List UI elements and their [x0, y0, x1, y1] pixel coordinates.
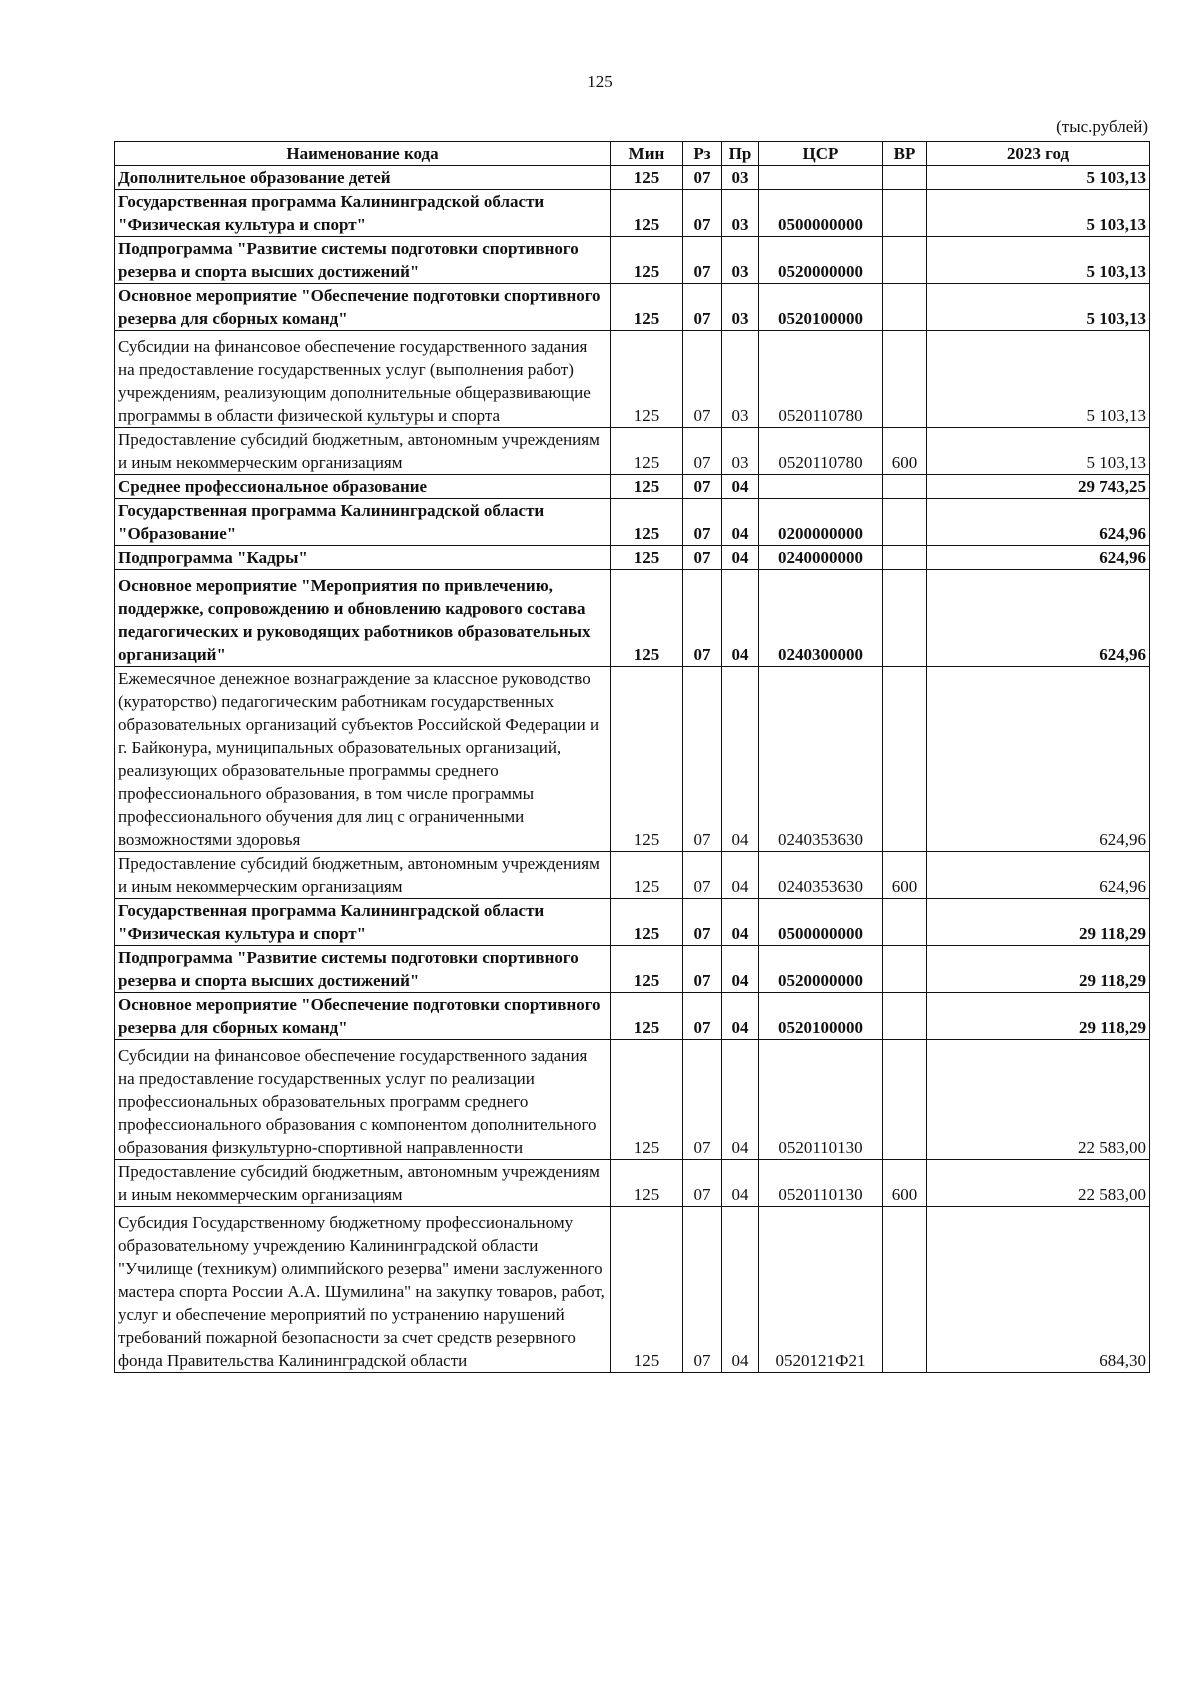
- cell-min: 125: [611, 499, 683, 546]
- cell-vr: 600: [883, 852, 927, 899]
- cell-name: Подпрограмма "Развитие системы подготовки спортивного резерва и спорта высших достижений": [115, 237, 611, 284]
- cell-csr: 0520110130: [759, 1040, 883, 1160]
- cell-csr: 0500000000: [759, 899, 883, 946]
- cell-vr: 600: [883, 1160, 927, 1207]
- table-row: [115, 475, 1150, 499]
- table-row: [115, 546, 1150, 570]
- cell-rz: 07: [683, 667, 722, 852]
- cell-name: Дополнительное образование детей: [115, 166, 611, 190]
- cell-name: Среднее профессиональное образование: [115, 475, 611, 499]
- cell-vr: [883, 284, 927, 331]
- cell-amount: 5 103,13: [927, 428, 1150, 475]
- table-row: [115, 284, 1150, 331]
- cell-name: Основное мероприятие "Мероприятия по привлечению, поддержке, сопровождению и обновлению кадрового состава педагогических и руководящих работников образовательных организаций": [115, 570, 611, 667]
- cell-amount: 624,96: [927, 667, 1150, 852]
- cell-min: 125: [611, 667, 683, 852]
- cell-vr: [883, 166, 927, 190]
- cell-min: 125: [611, 546, 683, 570]
- cell-min: 125: [611, 993, 683, 1040]
- cell-vr: [883, 667, 927, 852]
- cell-min: 125: [611, 166, 683, 190]
- header-name: Наименование кода: [115, 142, 611, 166]
- table-row: [115, 946, 1150, 993]
- cell-vr: [883, 546, 927, 570]
- cell-vr: [883, 331, 927, 428]
- cell-amount: 5 103,13: [927, 331, 1150, 428]
- table-row: [115, 667, 1150, 852]
- cell-vr: [883, 1040, 927, 1160]
- cell-rz: 07: [683, 1160, 722, 1207]
- cell-amount: 624,96: [927, 570, 1150, 667]
- cell-pr: 04: [722, 570, 759, 667]
- cell-amount: 29 118,29: [927, 946, 1150, 993]
- cell-pr: 03: [722, 331, 759, 428]
- table-row: [115, 190, 1150, 237]
- cell-min: 125: [611, 475, 683, 499]
- cell-rz: 07: [683, 190, 722, 237]
- cell-min: 125: [611, 852, 683, 899]
- cell-rz: 07: [683, 475, 722, 499]
- cell-rz: 07: [683, 899, 722, 946]
- cell-min: 125: [611, 428, 683, 475]
- cell-rz: 07: [683, 570, 722, 667]
- table-row: [115, 1040, 1150, 1160]
- cell-amount: 624,96: [927, 546, 1150, 570]
- cell-pr: 04: [722, 667, 759, 852]
- cell-min: 125: [611, 570, 683, 667]
- cell-min: 125: [611, 331, 683, 428]
- cell-csr: 0200000000: [759, 499, 883, 546]
- cell-rz: 07: [683, 237, 722, 284]
- page-number: 125: [587, 72, 613, 91]
- cell-rz: 07: [683, 852, 722, 899]
- table-row: [115, 237, 1150, 284]
- budget-table: [114, 141, 1150, 1373]
- cell-name: Государственная программа Калининградской области "Физическая культура и спорт": [115, 899, 611, 946]
- cell-csr: 0520121Ф21: [759, 1207, 883, 1373]
- header-min: Мин: [611, 142, 683, 166]
- header-csr: ЦСР: [759, 142, 883, 166]
- cell-vr: [883, 993, 927, 1040]
- table-row: [115, 428, 1150, 475]
- cell-name: Предоставление субсидий бюджетным, автономным учреждениям и иным некоммерческим организациям: [115, 1160, 611, 1207]
- table-row: [115, 993, 1150, 1040]
- cell-csr: 0240353630: [759, 852, 883, 899]
- cell-csr: [759, 166, 883, 190]
- cell-vr: [883, 475, 927, 499]
- cell-csr: 0520110130: [759, 1160, 883, 1207]
- cell-vr: 600: [883, 428, 927, 475]
- cell-csr: 0500000000: [759, 190, 883, 237]
- cell-rz: 07: [683, 331, 722, 428]
- cell-rz: 07: [683, 1040, 722, 1160]
- cell-min: 125: [611, 1160, 683, 1207]
- header-pr: Пр: [722, 142, 759, 166]
- cell-csr: 0520110780: [759, 331, 883, 428]
- cell-rz: 07: [683, 546, 722, 570]
- cell-rz: 07: [683, 284, 722, 331]
- cell-csr: 0240353630: [759, 667, 883, 852]
- cell-rz: 07: [683, 946, 722, 993]
- cell-vr: [883, 899, 927, 946]
- cell-name: Субсидия Государственному бюджетному профессиональному образовательному учреждению Калининградской области "Училище (техникум) олимпийского резерва" имени заслуженного мастера спорта России А.А. Шумилина" на закупку товаров, работ, услуг и обеспечение мероприятий по устранению нарушений требований пожарной безопасности за счет средств резервного фонда Правительства Калининградской области: [115, 1207, 611, 1373]
- header-year: 2023 год: [927, 142, 1150, 166]
- cell-name: Ежемесячное денежное вознаграждение за классное руководство (кураторство) педагогическим работникам государственных образовательных организаций субъектов Российской Федерации и г. Байконура, муниципальных образовательных организаций, реализующих образовательные программы среднего профессионального образования, в том числе программы профессионального обучения для лиц с ограниченными возможностями здоровья: [115, 667, 611, 852]
- cell-amount: 5 103,13: [927, 284, 1150, 331]
- cell-vr: [883, 190, 927, 237]
- cell-vr: [883, 1207, 927, 1373]
- cell-pr: 03: [722, 237, 759, 284]
- cell-rz: 07: [683, 428, 722, 475]
- cell-name: Государственная программа Калининградской области "Образование": [115, 499, 611, 546]
- cell-pr: 04: [722, 475, 759, 499]
- cell-min: 125: [611, 1040, 683, 1160]
- cell-amount: 29 743,25: [927, 475, 1150, 499]
- cell-csr: 0520100000: [759, 993, 883, 1040]
- cell-pr: 03: [722, 284, 759, 331]
- table-row: [115, 570, 1150, 667]
- table-row: [115, 852, 1150, 899]
- cell-vr: [883, 570, 927, 667]
- cell-pr: 04: [722, 1040, 759, 1160]
- cell-amount: 29 118,29: [927, 899, 1150, 946]
- cell-pr: 03: [722, 166, 759, 190]
- cell-pr: 04: [722, 546, 759, 570]
- cell-name: Субсидии на финансовое обеспечение государственного задания на предоставление государственных услуг (выполнения работ) учреждениям, реализующим дополнительные общеразвивающие программы в области физической культуры и спорта: [115, 331, 611, 428]
- table-row: [115, 499, 1150, 546]
- cell-pr: 03: [722, 428, 759, 475]
- cell-csr: 0240300000: [759, 570, 883, 667]
- cell-vr: [883, 499, 927, 546]
- cell-name: Основное мероприятие "Обеспечение подготовки спортивного резерва для сборных команд": [115, 284, 611, 331]
- table-row: [115, 899, 1150, 946]
- cell-pr: 04: [722, 899, 759, 946]
- cell-pr: 04: [722, 499, 759, 546]
- table-row: [115, 331, 1150, 428]
- cell-csr: 0520000000: [759, 946, 883, 993]
- cell-amount: 624,96: [927, 499, 1150, 546]
- table-header-row: [115, 142, 1150, 166]
- cell-rz: 07: [683, 993, 722, 1040]
- cell-amount: 22 583,00: [927, 1160, 1150, 1207]
- cell-amount: 5 103,13: [927, 166, 1150, 190]
- cell-pr: 04: [722, 1160, 759, 1207]
- cell-csr: 0520000000: [759, 237, 883, 284]
- cell-amount: 5 103,13: [927, 190, 1150, 237]
- cell-name: Подпрограмма "Кадры": [115, 546, 611, 570]
- cell-min: 125: [611, 237, 683, 284]
- cell-rz: 07: [683, 499, 722, 546]
- cell-vr: [883, 237, 927, 284]
- cell-name: Предоставление субсидий бюджетным, автономным учреждениям и иным некоммерческим организациям: [115, 852, 611, 899]
- cell-min: 125: [611, 899, 683, 946]
- cell-min: 125: [611, 1207, 683, 1373]
- cell-pr: 04: [722, 1207, 759, 1373]
- cell-pr: 04: [722, 852, 759, 899]
- cell-pr: 04: [722, 946, 759, 993]
- cell-name: Государственная программа Калининградской области "Физическая культура и спорт": [115, 190, 611, 237]
- cell-rz: 07: [683, 166, 722, 190]
- table-row: [115, 166, 1150, 190]
- cell-min: 125: [611, 946, 683, 993]
- header-vr: ВР: [883, 142, 927, 166]
- cell-pr: 03: [722, 190, 759, 237]
- cell-amount: 5 103,13: [927, 237, 1150, 284]
- cell-csr: [759, 475, 883, 499]
- cell-amount: 29 118,29: [927, 993, 1150, 1040]
- cell-amount: 22 583,00: [927, 1040, 1150, 1160]
- cell-name: Предоставление субсидий бюджетным, автономным учреждениям и иным некоммерческим организациям: [115, 428, 611, 475]
- table-row: [115, 1207, 1150, 1373]
- cell-min: 125: [611, 284, 683, 331]
- cell-csr: 0240000000: [759, 546, 883, 570]
- unit-note: (тыс.рублей): [1056, 117, 1148, 136]
- header-rz: Рз: [683, 142, 722, 166]
- cell-name: Подпрограмма "Развитие системы подготовки спортивного резерва и спорта высших достижений": [115, 946, 611, 993]
- table-row: [115, 1160, 1150, 1207]
- cell-name: Субсидии на финансовое обеспечение государственного задания на предоставление государственных услуг по реализации профессиональных образовательных программ среднего профессионального образования с компонентом дополнительного образования физкультурно-спортивной направленности: [115, 1040, 611, 1160]
- cell-rz: 07: [683, 1207, 722, 1373]
- cell-pr: 04: [722, 993, 759, 1040]
- cell-amount: 624,96: [927, 852, 1150, 899]
- cell-vr: [883, 946, 927, 993]
- cell-csr: 0520100000: [759, 284, 883, 331]
- table-body: [115, 166, 1150, 1373]
- cell-csr: 0520110780: [759, 428, 883, 475]
- cell-name: Основное мероприятие "Обеспечение подготовки спортивного резерва для сборных команд": [115, 993, 611, 1040]
- cell-min: 125: [611, 190, 683, 237]
- cell-amount: 684,30: [927, 1207, 1150, 1373]
